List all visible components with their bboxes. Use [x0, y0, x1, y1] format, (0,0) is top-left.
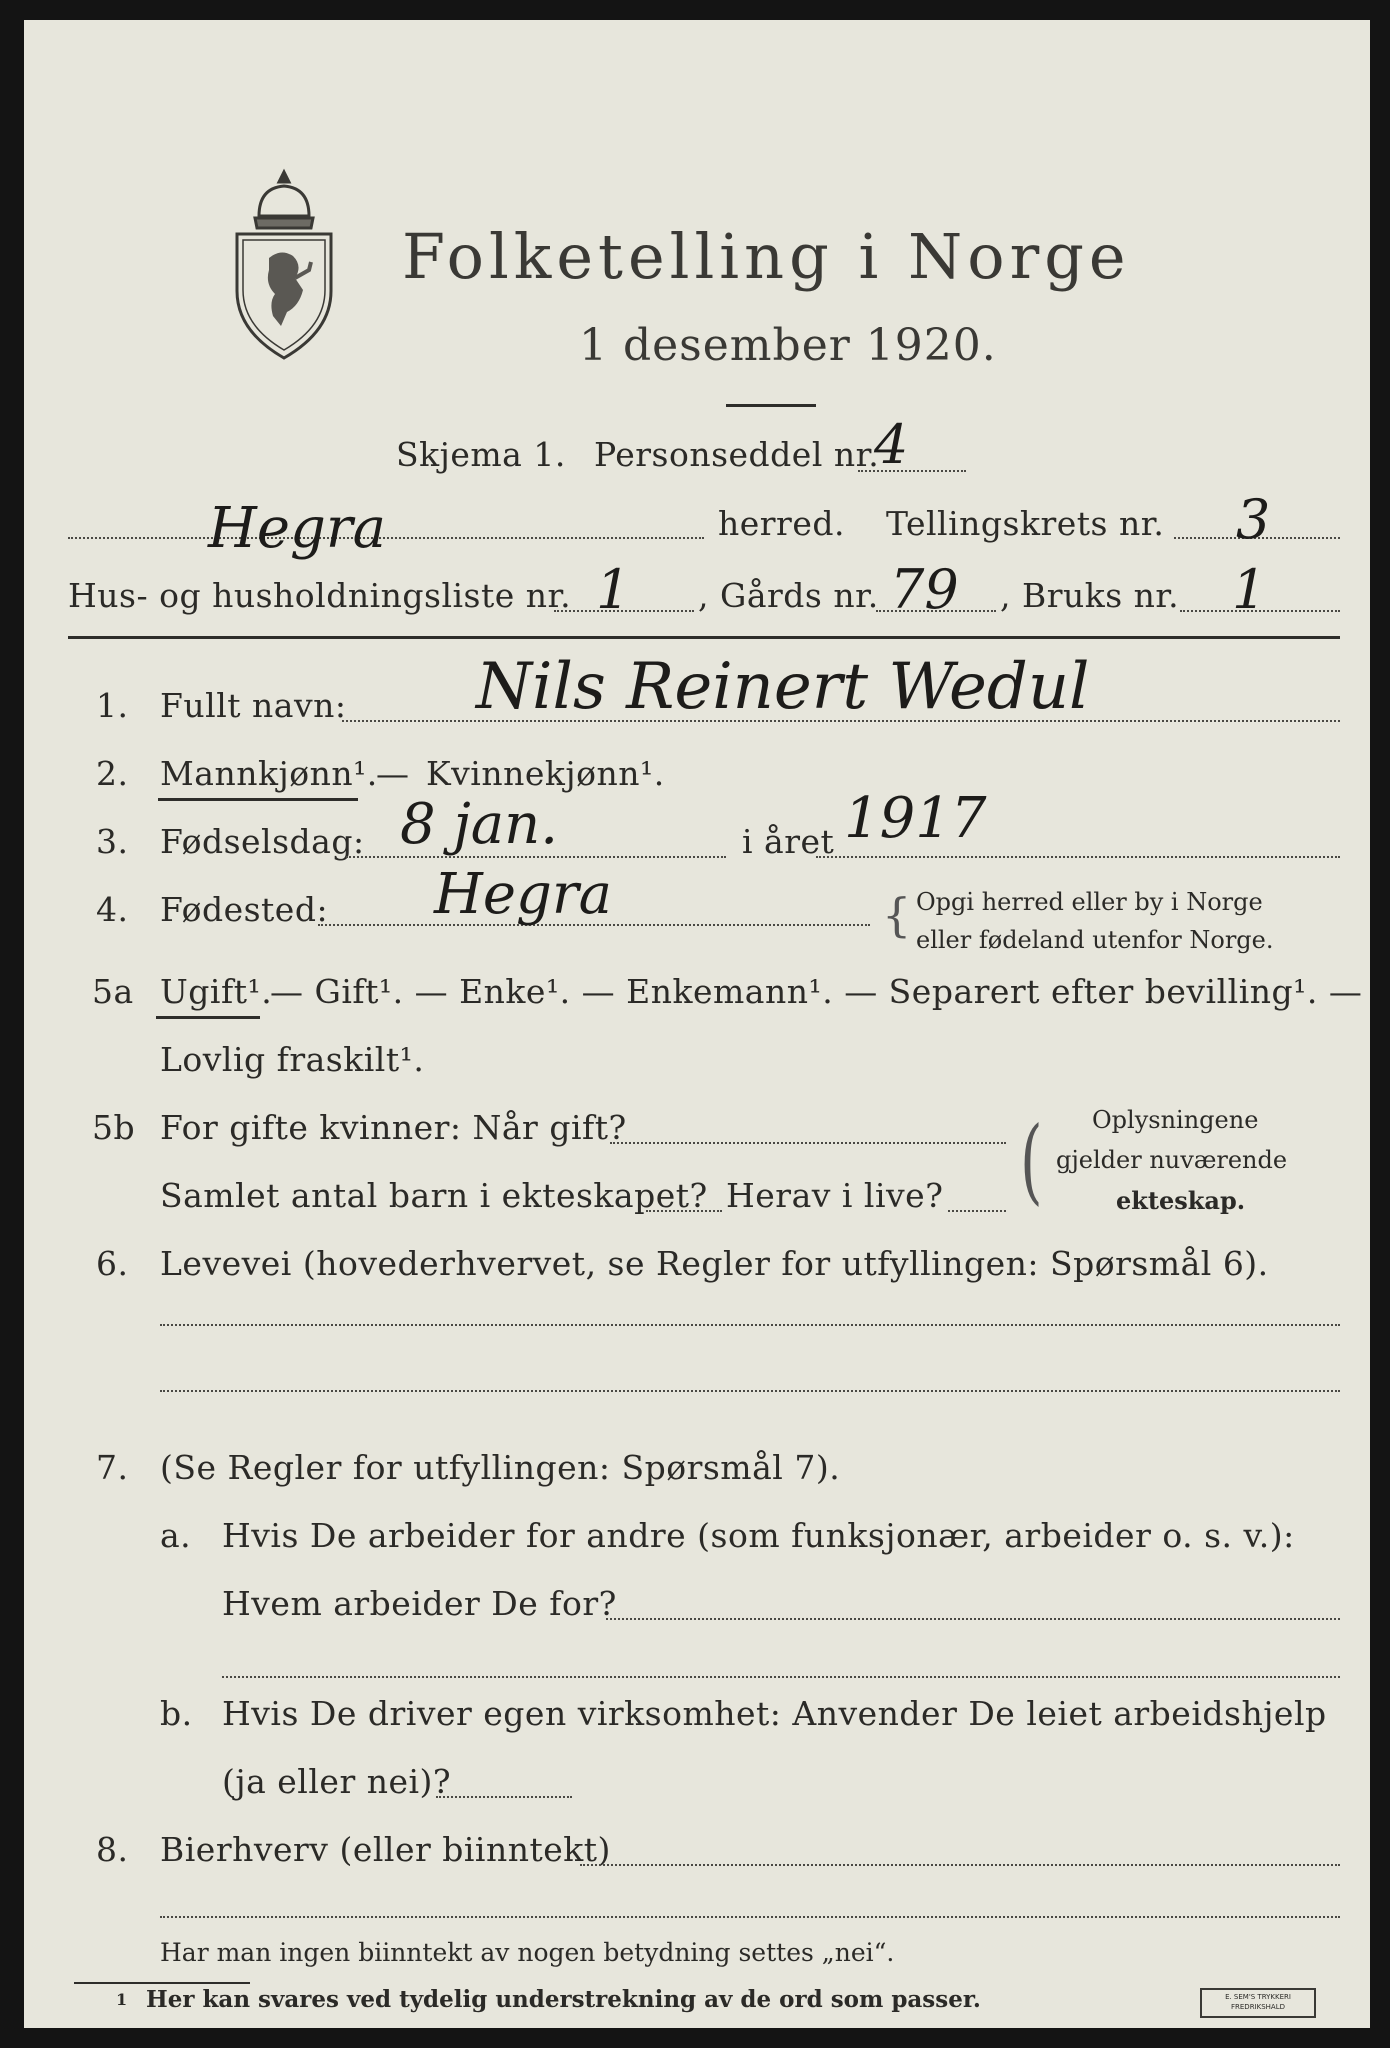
q5b-note-line1: Oplysningene	[1092, 1106, 1259, 1134]
q5a-fraskilt-option[interactable]: Lovlig fraskilt¹.	[160, 1040, 425, 1079]
q5a-other-options[interactable]: — Gift¹. — Enke¹. — Enkemann¹. — Separert efter bevilling¹. —	[270, 972, 1363, 1011]
footnote-text: Her kan svares ved tydelig understrekning av de ord som passer.	[146, 1986, 981, 2013]
q3-year-line	[816, 856, 1340, 858]
q5b-label-children: Samlet antal barn i ekteskapet?	[160, 1176, 708, 1215]
q2-separator: —	[376, 754, 410, 793]
q2-male-option[interactable]: Mannkjønn¹.	[160, 754, 378, 793]
husholdningsliste-value[interactable]: 1	[596, 558, 631, 621]
printer-mark	[1200, 1988, 1316, 2018]
q7b-sub-label: (ja eller nei)?	[222, 1762, 452, 1801]
q6-line-1	[160, 1324, 1340, 1326]
q2-male-underline	[158, 798, 358, 801]
q4-note-brace: {	[882, 888, 912, 942]
bruks-label: , Bruks nr.	[1000, 576, 1180, 615]
herred-value[interactable]: Hegra	[208, 496, 386, 561]
q5b-label-alive: Herav i live?	[726, 1176, 944, 1215]
herred-line	[68, 537, 704, 539]
q2-female-option[interactable]: Kvinnekjønn¹.	[426, 754, 665, 793]
footnote-mark: 1	[116, 1990, 128, 2009]
q7a-label: Hvis De arbeider for andre (som funksjonær, arbeider o. s. v.):	[222, 1516, 1295, 1555]
q4-label: Fødested:	[160, 890, 329, 929]
q7-number: 7.	[96, 1448, 129, 1487]
q3-year-label: i året	[742, 822, 835, 861]
q1-number: 1.	[96, 686, 129, 725]
form-title: Folketelling i Norge	[402, 220, 1131, 293]
q1-label: Fullt navn:	[160, 686, 347, 725]
husholdningsliste-label: Hus- og husholdningsliste nr.	[68, 576, 572, 615]
personseddel-label: Personseddel nr.	[594, 435, 880, 474]
q3-number: 3.	[96, 822, 129, 861]
tellingskrets-label: Tellingskrets nr.	[886, 504, 1165, 543]
header-divider	[68, 636, 1340, 639]
q5b-note-line2: gjelder nuværende	[1056, 1146, 1288, 1174]
q5b-label-married: For gifte kvinner: Når gift?	[160, 1108, 627, 1147]
q7a-letter: a.	[160, 1516, 192, 1555]
q4-note-line1: Opgi herred eller by i Norge	[916, 888, 1263, 916]
title-divider	[726, 404, 816, 407]
q3-label: Fødselsdag:	[160, 822, 365, 861]
tellingskrets-value[interactable]: 3	[1236, 488, 1271, 551]
q5b-children-line	[646, 1210, 722, 1212]
q7b-letter: b.	[160, 1694, 193, 1733]
census-date: 1 desember 1920.	[579, 320, 997, 371]
q7a-sub-label: Hvem arbeider De for?	[222, 1584, 617, 1623]
q5b-note-brace-left: (	[1020, 1106, 1043, 1215]
bruks-value[interactable]: 1	[1232, 558, 1267, 621]
printer-line2: FREDRIKSHALD	[1230, 2003, 1285, 2011]
footer-note: Har man ingen biinntekt av nogen betydning settes „nei“.	[160, 1938, 895, 1967]
q5b-married-line	[610, 1142, 1006, 1144]
q8-label: Bierhverv (eller biinntekt)	[160, 1830, 611, 1869]
q7a-line-2	[222, 1676, 1340, 1678]
census-form	[24, 20, 1370, 2028]
q5a-ugift-option[interactable]: Ugift¹.	[160, 972, 273, 1011]
q7b-line	[436, 1796, 572, 1798]
printer-line1: E. SEM'S TRYKKERI	[1225, 1993, 1291, 2001]
coat-of-arms-icon	[229, 166, 339, 366]
q5a-ugift-underline	[156, 1016, 260, 1019]
q6-number: 6.	[96, 1244, 129, 1283]
q2-number: 2.	[96, 754, 129, 793]
q5b-alive-line	[948, 1210, 1006, 1212]
q7-label: (Se Regler for utfyllingen: Spørsmål 7).	[160, 1448, 841, 1487]
gards-label: , Gårds nr.	[698, 576, 879, 615]
gards-value[interactable]: 79	[890, 558, 959, 621]
herred-label: herred.	[718, 504, 845, 543]
q8-line-1	[580, 1864, 1340, 1866]
q1-value[interactable]: Nils Reinert Wedul	[476, 650, 1090, 724]
q6-line-2	[160, 1390, 1340, 1392]
q5a-number: 5a	[92, 972, 134, 1011]
q4-value[interactable]: Hegra	[434, 862, 612, 927]
q4-note-line2: eller fødeland utenfor Norge.	[916, 926, 1274, 954]
q4-number: 4.	[96, 890, 129, 929]
skjema-label: Skjema 1.	[396, 435, 566, 474]
q8-line-2	[160, 1916, 1340, 1918]
q5b-number: 5b	[92, 1108, 136, 1147]
q6-label: Levevei (hovederhvervet, se Regler for utfyllingen: Spørsmål 6).	[160, 1244, 1269, 1283]
footnote-divider	[74, 1982, 250, 1984]
personseddel-value[interactable]: 4	[874, 413, 909, 476]
q3-year-value[interactable]: 1917	[844, 786, 987, 851]
q3-value[interactable]: 8 jan.	[400, 792, 559, 857]
q7b-label: Hvis De driver egen virksomhet: Anvender De leiet arbeidshjelp	[222, 1694, 1327, 1733]
q8-number: 8.	[96, 1830, 129, 1869]
q7a-line-1	[606, 1618, 1340, 1620]
q5b-note-line3: ekteskap.	[1116, 1186, 1246, 1215]
